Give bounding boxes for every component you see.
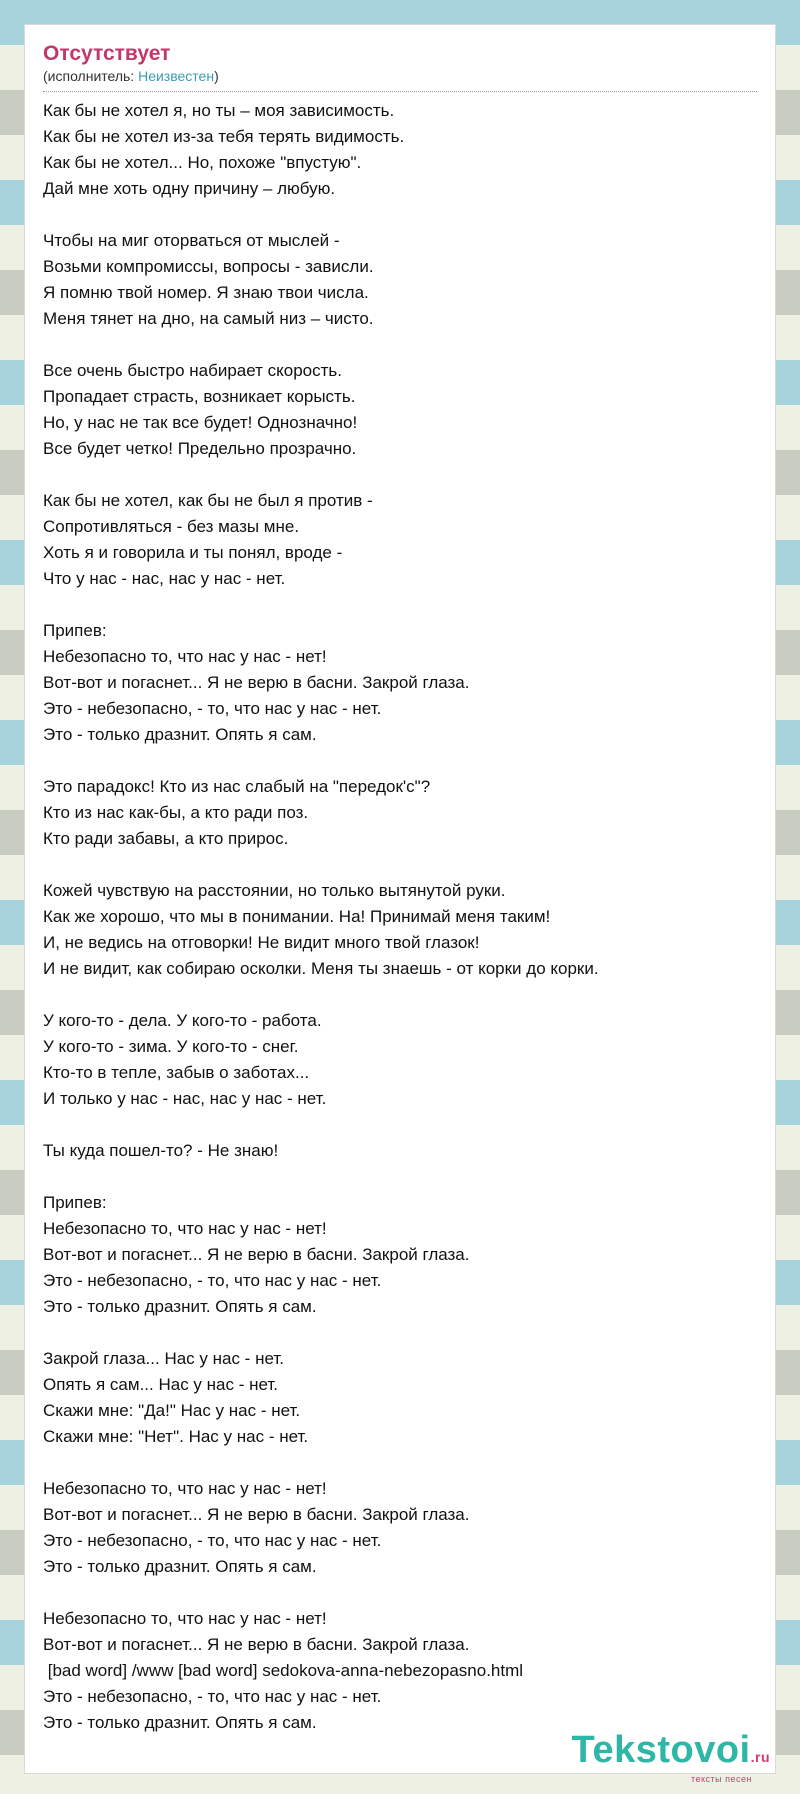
lyric-line: Кожей чувствую на расстоянии, но только вытянутой руки.	[43, 881, 506, 900]
lyric-line: Опять я сам... Нас у нас - нет.	[43, 1375, 278, 1394]
lyric-line: Что у нас - нас, нас у нас - нет.	[43, 569, 286, 588]
lyric-line: Как бы не хотел, как бы не был я против -	[43, 491, 373, 510]
song-title: Отсутствует	[43, 42, 171, 65]
logo-tld: .ru	[750, 1749, 770, 1765]
stanza-break	[43, 1580, 757, 1606]
lyric-line: Я помню твой номер. Я знаю твои числа.	[43, 283, 369, 302]
lyric-line: Но, у нас не так все будет! Однозначно!	[43, 413, 358, 432]
performer-prefix: (исполнитель:	[43, 68, 139, 84]
lyric-line: Это - небезопасно, - то, что нас у нас - нет.	[43, 1271, 382, 1290]
lyric-line: Кто ради забавы, а кто прирос.	[43, 829, 289, 848]
stanza-break	[43, 592, 757, 618]
lyric-line: Это парадокс! Кто из нас слабый на "передок'с"?	[43, 777, 431, 796]
lyric-line: Кто-то в тепле, забыв о заботах...	[43, 1063, 310, 1082]
lyric-line: Ты куда пошел-то? - Не знаю!	[43, 1141, 279, 1160]
stanza-break	[43, 748, 757, 774]
lyric-line: Хоть я и говорила и ты понял, вроде -	[43, 543, 343, 562]
stanza-break	[43, 1450, 757, 1476]
lyric-line: Пропадает страсть, возникает корысть.	[43, 387, 356, 406]
site-logo[interactable]	[572, 1730, 770, 1784]
lyrics-text	[43, 98, 757, 1736]
lyric-line: Возьми компромиссы, вопросы - зависли.	[43, 257, 374, 276]
lyric-line: Это - только дразнит. Опять я сам.	[43, 1557, 317, 1576]
stanza-break	[43, 1164, 757, 1190]
lyric-line: [bad word] /www [bad word] sedokova-anna-nebezopasno.html	[43, 1661, 524, 1680]
lyric-line: Вот-вот и погаснет... Я не верю в басни. Закрой глаза.	[43, 1505, 470, 1524]
lyric-line: Как бы не хотел я, но ты – моя зависимость.	[43, 101, 395, 120]
lyric-line: Это - небезопасно, - то, что нас у нас - нет.	[43, 699, 382, 718]
stanza-break	[43, 852, 757, 878]
logo-wordmark	[572, 1730, 770, 1777]
lyric-line: Вот-вот и погаснет... Я не верю в басни. Закрой глаза.	[43, 1245, 470, 1264]
lyric-line: У кого-то - зима. У кого-то - снег.	[43, 1037, 299, 1056]
lyric-line: Скажи мне: "Нет". Нас у нас - нет.	[43, 1427, 309, 1446]
lyrics-card	[24, 24, 776, 1774]
lyric-line: Это - только дразнит. Опять я сам.	[43, 1713, 317, 1732]
lyric-line: Припев:	[43, 1193, 107, 1212]
lyric-line: Закрой глаза... Нас у нас - нет.	[43, 1349, 284, 1368]
performer-link[interactable]: Неизвестен	[138, 68, 215, 84]
logo-main-text: Tekstovoi	[571, 1729, 751, 1771]
logo-tagline: тексты песен	[690, 1774, 752, 1784]
lyric-line: Небезопасно то, что нас у нас - нет!	[43, 647, 327, 666]
lyric-line: Это - небезопасно, - то, что нас у нас - нет.	[43, 1531, 382, 1550]
lyric-line: Это - небезопасно, - то, что нас у нас - нет.	[43, 1687, 382, 1706]
lyric-line: Все очень быстро набирает скорость.	[43, 361, 342, 380]
stanza-break	[43, 1320, 757, 1346]
lyric-line: Чтобы на миг оторваться от мыслей -	[43, 231, 340, 250]
lyric-line: У кого-то - дела. У кого-то - работа.	[43, 1011, 322, 1030]
stanza-break	[43, 462, 757, 488]
lyric-line: Это - только дразнит. Опять я сам.	[43, 1297, 317, 1316]
lyric-line: Меня тянет на дно, на самый низ – чисто.	[43, 309, 374, 328]
performer-line	[43, 67, 757, 92]
lyric-line: Как бы не хотел из-за тебя терять видимость.	[43, 127, 405, 146]
lyric-line: Небезопасно то, что нас у нас - нет!	[43, 1609, 327, 1628]
lyric-line: Как же хорошо, что мы в понимании. На! Принимай меня таким!	[43, 907, 551, 926]
lyric-line: Как бы не хотел... Но, похоже "впустую".	[43, 153, 362, 172]
lyric-line: Вот-вот и погаснет... Я не верю в басни. Закрой глаза.	[43, 1635, 470, 1654]
lyric-line: И, не ведись на отговорки! Не видит много твой глазок!	[43, 933, 480, 952]
lyric-line: Скажи мне: "Да!" Нас у нас - нет.	[43, 1401, 301, 1420]
lyric-line: Вот-вот и погаснет... Я не верю в басни. Закрой глаза.	[43, 673, 470, 692]
stanza-break	[43, 982, 757, 1008]
lyric-line: Это - только дразнит. Опять я сам.	[43, 725, 317, 744]
lyric-line: И только у нас - нас, нас у нас - нет.	[43, 1089, 327, 1108]
stanza-break	[43, 332, 757, 358]
stanza-break	[43, 1112, 757, 1138]
stanza-break	[43, 202, 757, 228]
lyric-line: Кто из нас как-бы, а кто ради поз.	[43, 803, 309, 822]
lyric-line: И не видит, как собираю осколки. Меня ты знаешь - от корки до корки.	[43, 959, 599, 978]
lyric-line: Все будет четко! Предельно прозрачно.	[43, 439, 357, 458]
lyric-line: Припев:	[43, 621, 107, 640]
lyric-line: Дай мне хоть одну причину – любую.	[43, 179, 336, 198]
performer-suffix: )	[214, 68, 219, 84]
lyric-line: Небезопасно то, что нас у нас - нет!	[43, 1219, 327, 1238]
lyric-line: Небезопасно то, что нас у нас - нет!	[43, 1479, 327, 1498]
lyric-line: Сопротивляться - без мазы мне.	[43, 517, 300, 536]
